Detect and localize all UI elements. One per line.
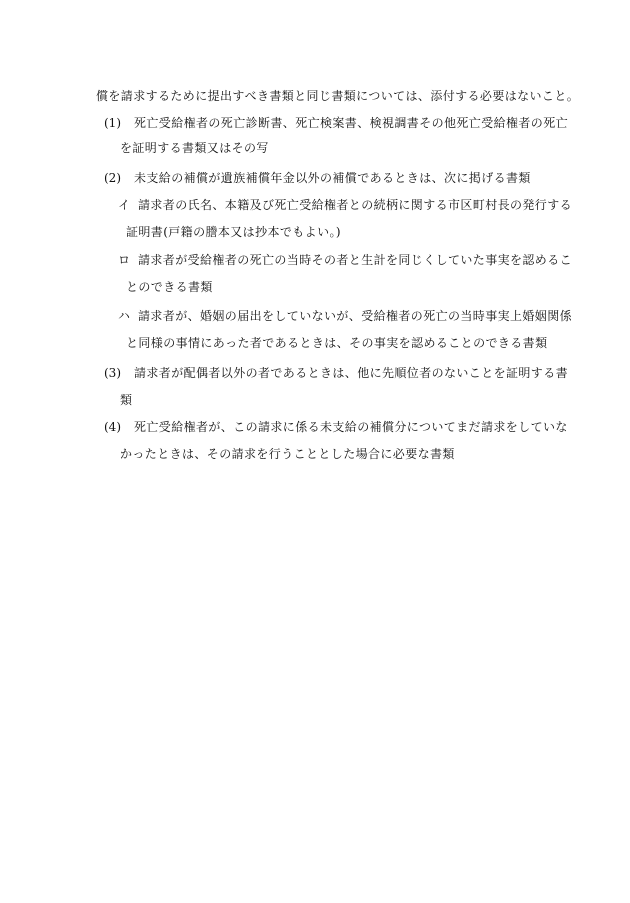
item-4-line-2: かったときは、その請求を行うこととした場合に必要な書類	[120, 447, 455, 461]
item-1-marker: (1)	[104, 116, 121, 130]
sub-i-line-2: 証明書(戸籍の謄本又は抄本でもよい。)	[126, 225, 341, 239]
intro-text: 償を請求するために提出すべき書類と同じ書類については、添付する必要はないこと。	[96, 89, 580, 103]
sub-ha-line-1: 請求者が、婚姻の届出をしていないが、受給権者の死亡の当時事実上婚姻関係	[138, 309, 573, 323]
sub-ro-marker: ロ	[118, 253, 131, 267]
sub-ro-line-1: 請求者が受給権者の死亡の当時その者と生計を同じくしていた事実を認めるこ	[138, 253, 573, 267]
item-4-marker: (4)	[104, 420, 121, 434]
item-3-line-2: 類	[120, 393, 133, 407]
sub-i-marker: イ	[118, 198, 131, 212]
item-2-marker: (2)	[104, 171, 121, 185]
sub-ha-line-2: と同様の事情にあった者であるときは、その事実を認めることのできる書類	[126, 336, 548, 350]
sub-ro-line-2: とのできる書類	[126, 280, 213, 294]
item-1-line-1: 死亡受給権者の死亡診断書、死亡検案書、検視調書その他死亡受給権者の死亡	[134, 116, 569, 130]
item-1-line-2: を証明する書類又はその写	[120, 141, 269, 155]
item-4-line-1: 死亡受給権者が、この請求に係る未支給の補償分についてまだ請求をしていな	[134, 420, 568, 434]
item-3-line-1: 請求者が配偶者以外の者であるときは、他に先順位者のないことを証明する書	[134, 366, 569, 380]
item-2-line-1: 未支給の補償が遺族補償年金以外の補償であるときは、次に掲げる書類	[134, 171, 531, 185]
sub-ha-marker: ハ	[118, 309, 131, 323]
item-3-marker: (3)	[104, 366, 121, 380]
sub-i-line-1: 請求者の氏名、本籍及び死亡受給権者との続柄に関する市区町村長の発行する	[138, 198, 573, 212]
